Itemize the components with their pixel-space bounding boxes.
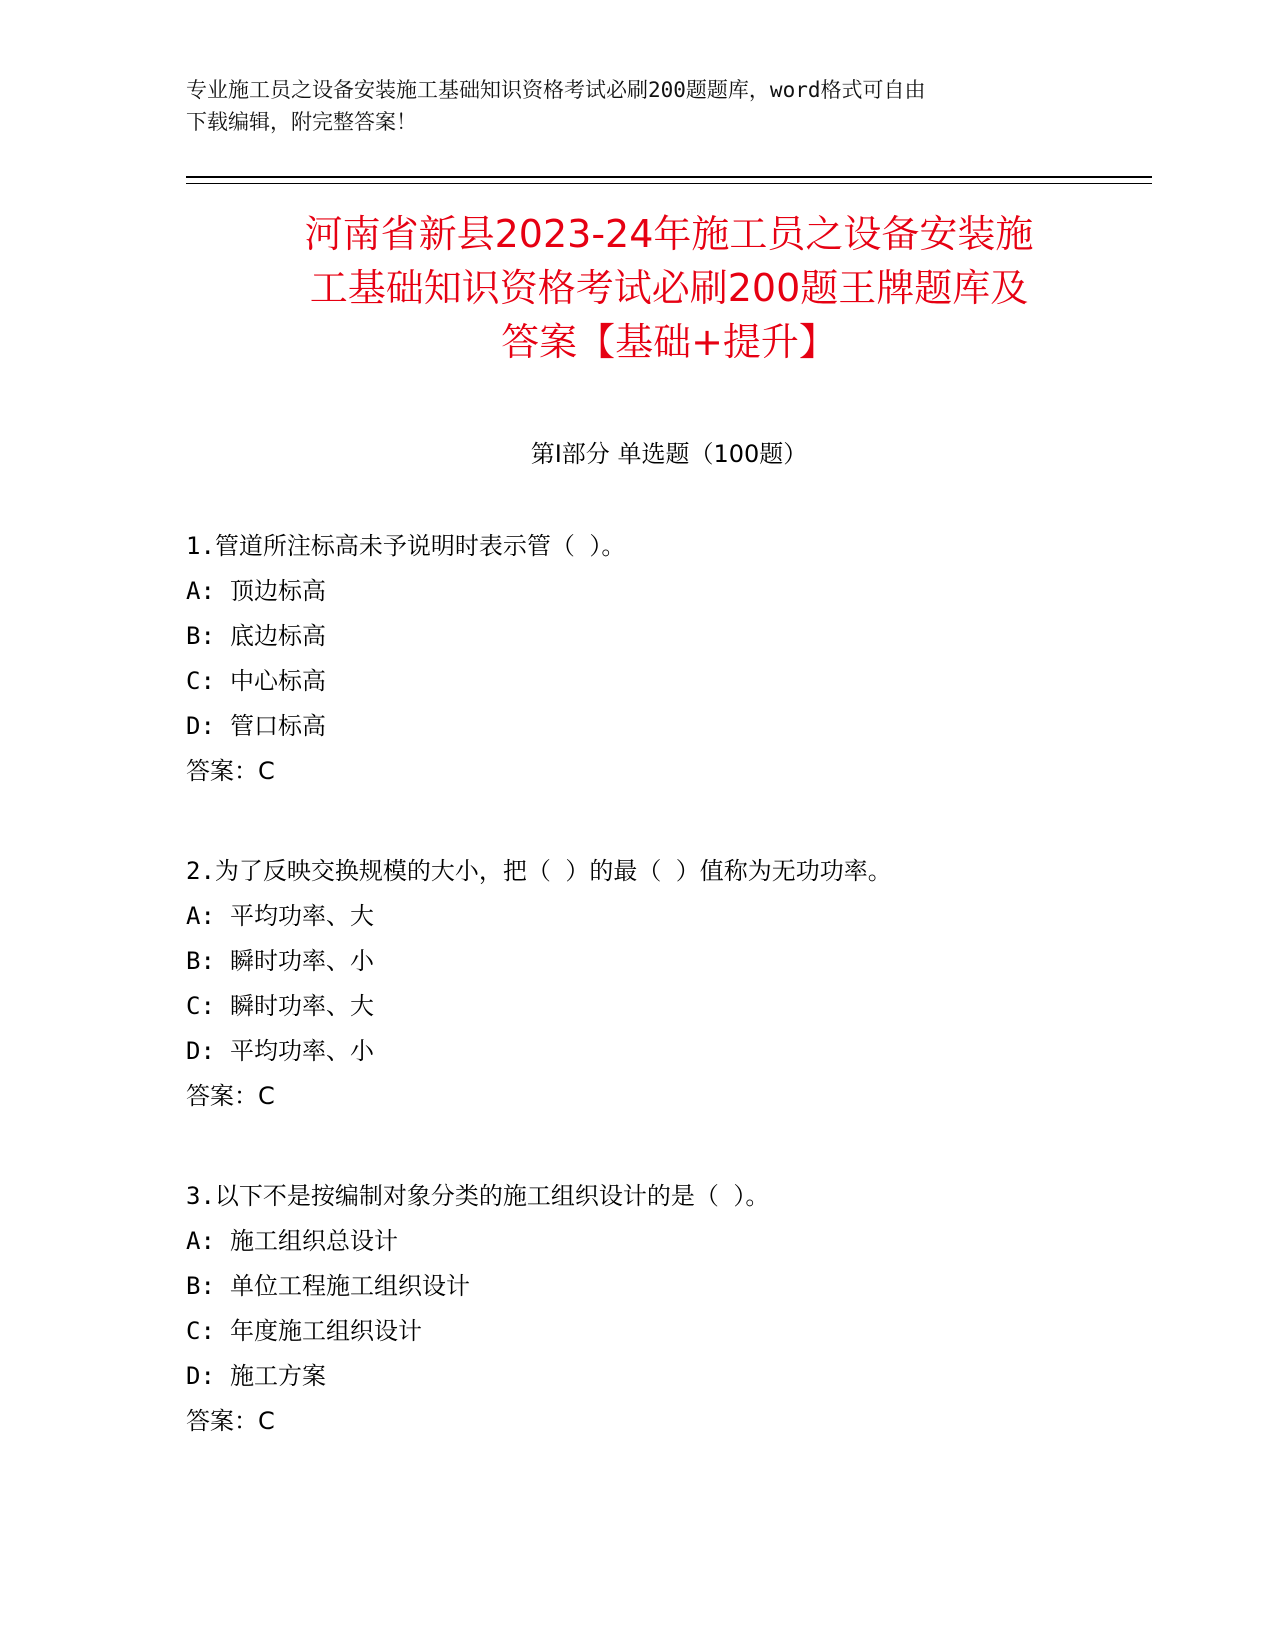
option-text: 单位工程施工组织设计 bbox=[230, 1272, 470, 1300]
header-note-line: 下载编辑，附完整答案！ bbox=[186, 110, 417, 134]
title-line: 答案【基础+提升】 bbox=[501, 320, 837, 364]
option-d bbox=[186, 1354, 1152, 1399]
option-key: D: bbox=[186, 1362, 215, 1390]
option-c bbox=[186, 659, 1152, 704]
section-heading: 第Ⅰ部分 单选题（100题） bbox=[530, 440, 808, 468]
option-text: 平均功率、小 bbox=[230, 1037, 374, 1065]
option-b bbox=[186, 1264, 1152, 1309]
option-key: C: bbox=[186, 992, 215, 1020]
option-text: 顶边标高 bbox=[230, 577, 326, 605]
question-stem: 3.以下不是按编制对象分类的施工组织设计的是（ ）。 bbox=[186, 1182, 770, 1210]
question-item bbox=[186, 1174, 1152, 1444]
option-text: 底边标高 bbox=[230, 622, 326, 650]
option-key: C: bbox=[186, 667, 215, 695]
option-b bbox=[186, 939, 1152, 984]
option-key: A: bbox=[186, 1227, 215, 1255]
option-c bbox=[186, 1309, 1152, 1354]
option-key: A: bbox=[186, 577, 215, 605]
option-b bbox=[186, 614, 1152, 659]
option-text: 瞬时功率、大 bbox=[230, 992, 374, 1020]
option-a bbox=[186, 569, 1152, 614]
option-text: 瞬时功率、小 bbox=[230, 947, 374, 975]
option-key: D: bbox=[186, 1037, 215, 1065]
option-text: 管口标高 bbox=[230, 712, 326, 740]
question-item bbox=[186, 524, 1152, 794]
answer: 答案：C bbox=[186, 757, 275, 785]
option-key: B: bbox=[186, 1272, 215, 1300]
option-text: 施工方案 bbox=[230, 1362, 326, 1390]
header-divider-thin bbox=[186, 183, 1152, 184]
option-d bbox=[186, 1029, 1152, 1074]
title-line: 河南省新县2023-24年施工员之设备安装施 bbox=[304, 212, 1034, 256]
option-text: 平均功率、大 bbox=[230, 902, 374, 930]
question-list bbox=[186, 524, 1152, 1444]
option-a bbox=[186, 894, 1152, 939]
answer: 答案：C bbox=[186, 1407, 275, 1435]
header-divider-thick bbox=[186, 176, 1152, 178]
question-item bbox=[186, 849, 1152, 1119]
question-stem: 2.为了反映交换规模的大小，把（ ）的最（ ）值称为无功功率。 bbox=[186, 857, 892, 885]
option-a bbox=[186, 1219, 1152, 1264]
document-title bbox=[186, 207, 1152, 369]
option-key: C: bbox=[186, 1317, 215, 1345]
option-key: A: bbox=[186, 902, 215, 930]
header-note-line: 专业施工员之设备安装施工基础知识资格考试必刷200题题库，word格式可自由 bbox=[186, 78, 926, 102]
option-c bbox=[186, 984, 1152, 1029]
option-d bbox=[186, 704, 1152, 749]
title-line: 工基础知识资格考试必刷200题王牌题库及 bbox=[309, 266, 1029, 310]
option-text: 中心标高 bbox=[230, 667, 326, 695]
option-key: D: bbox=[186, 712, 215, 740]
option-text: 施工组织总设计 bbox=[230, 1227, 398, 1255]
header-note bbox=[186, 74, 1086, 138]
question-stem: 1.管道所注标高未予说明时表示管（ ）。 bbox=[186, 532, 626, 560]
answer: 答案：C bbox=[186, 1082, 275, 1110]
option-key: B: bbox=[186, 622, 215, 650]
option-text: 年度施工组织设计 bbox=[230, 1317, 422, 1345]
option-key: B: bbox=[186, 947, 215, 975]
